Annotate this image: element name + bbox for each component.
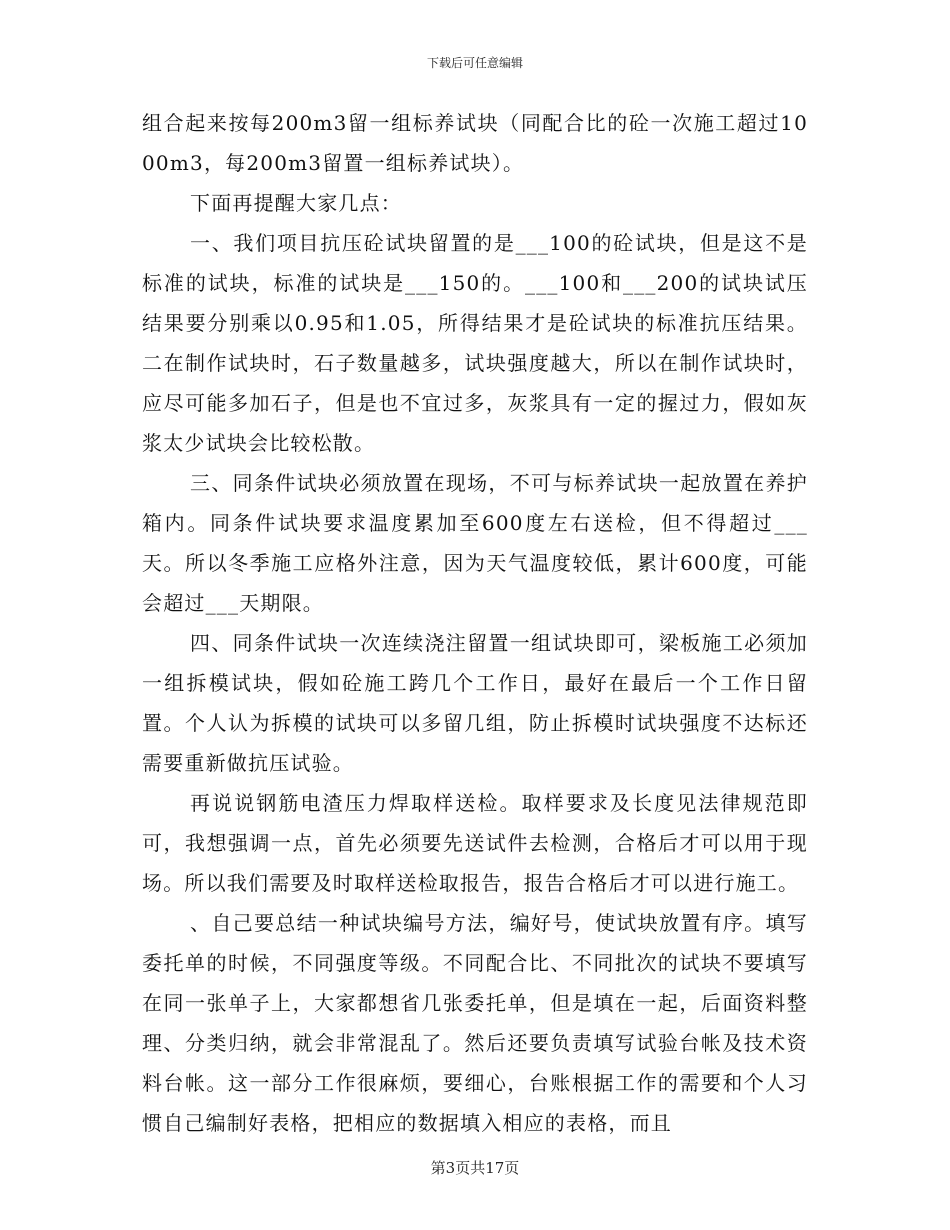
page-number: 第3页共17页 [430,1159,520,1177]
paragraph-numbering-method: 、自己要总结一种试块编号方法，编好号，使试块放置有序。填写委托单的时候，不同强度等级。不同配合比、不同批次的试块不要填写在同一张单子上，大家都想省几张委托单，但是填在一起，后面资料整理、分类归纳，就会非常混乱了。然后还要负责填写试验台帐及技术资料台帐。这一部分工作很麻烦，要细心，台账根据工作的需要和个人习惯自己编制好表格，把相应的数据填入相应的表格，而且 [142,911,808,1135]
page-header-note: 下载后可任意编辑 [426,56,523,70]
document-body [142,103,808,1143]
paragraph-rebar-welding: 再说说钢筋电渣压力焊取样送检。取样要求及长度见法律规范即可，我想强调一点，首先必须要先送试件去检测，合格后才可以用于现场。所以我们需要及时取样送检取报告，报告合格后才可以进行施工。 [142,791,808,895]
paragraph-point-four: 四、同条件试块一次连续浇注留置一组试块即可，梁板施工必须加一组拆模试块，假如砼施工跨几个工作日，最好在最后一个工作日留置。个人认为拆模的试块可以多留几组，防止拆模时试块强度不达标还需要重新做抗压试验。 [142,631,808,775]
paragraph-point-one: 一、我们项目抗压砼试块留置的是___100的砼试块，但是这不是标准的试块，标准的试块是___150的。___100和___200的试块试压结果要分别乘以0.95和1.05，所得结果才是砼试块的标准抗压结果。二在制作试块时，石子数量越多，试块强度越大，所以在制作试块时，应尽可能多加石子，但是也不宜过多，灰浆具有一定的握过力，假如灰浆太少试块会比较松散。 [142,231,808,455]
paragraph-reminder-intro: 下面再提醒大家几点： [190,191,402,215]
paragraph-continuation: 组合起来按每200m3留一组标养试块（同配合比的砼一次施工超过1000m3，每200m3留置一组标养试块）。 [142,111,808,175]
paragraph-point-three: 三、同条件试块必须放置在现场，不可与标养试块一起放置在养护箱内。同条件试块要求温度累加至600度左右送检，但不得超过___天。所以冬季施工应格外注意，因为天气温度较低，累计600度，可能会超过___天期限。 [142,471,808,615]
